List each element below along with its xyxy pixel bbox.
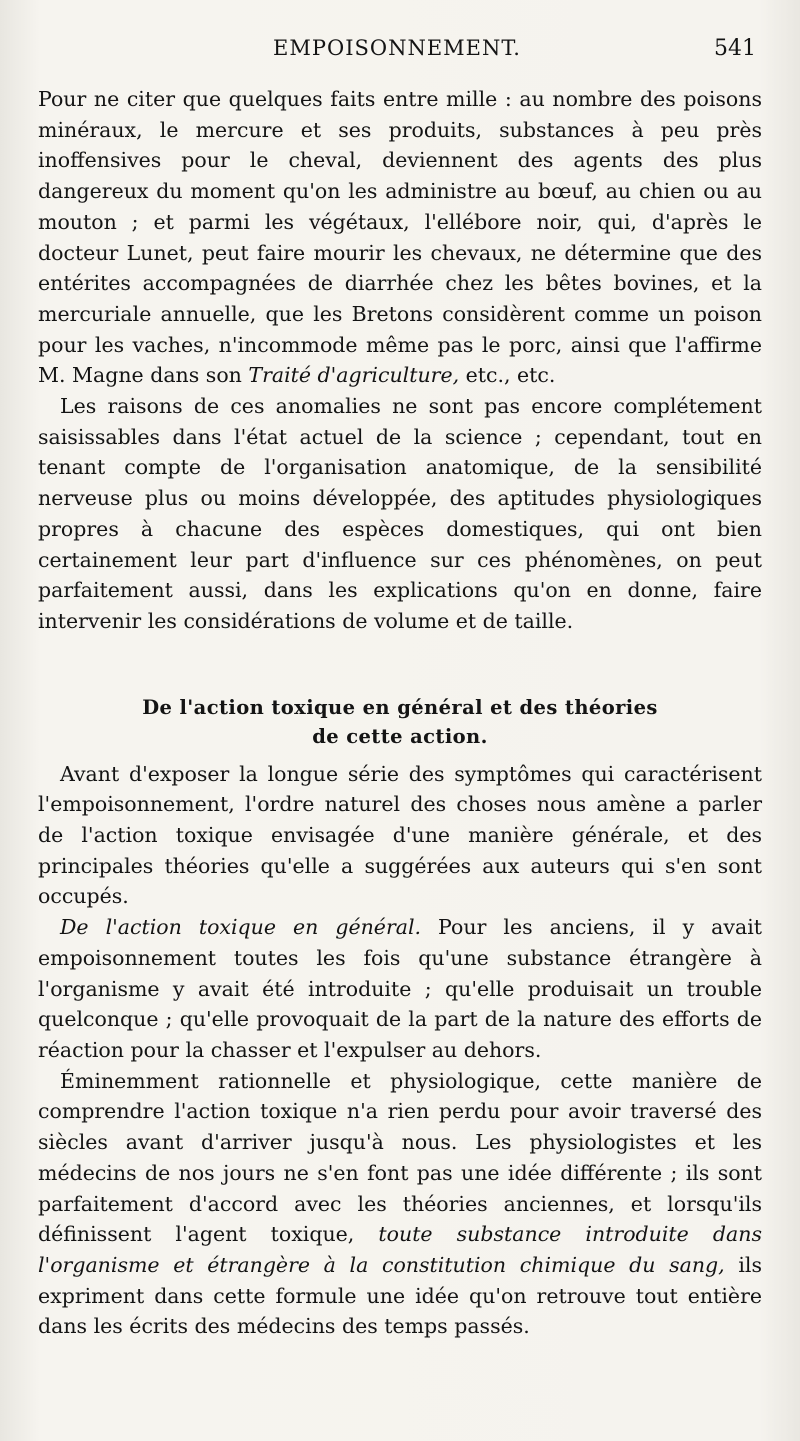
section-heading: [38, 693, 762, 751]
paragraph-1-tail: etc., etc.: [459, 363, 556, 388]
page-body: [38, 84, 762, 1342]
paragraph-5-text: Éminemment rationnelle et physiologique, cette manière de comprendre l'action toxique n'a rien perdu pour avoir traversé des siècles avant d'arriver jusqu'à nous. Les physiologistes et les médecins de nos jours ne s'en font pas une idée différente ; ils sont parfaitement d'accord avec les théories anciennes, et lorsqu'ils définissent l'agent toxique,: [38, 1068, 762, 1247]
paragraph-5: [38, 1066, 762, 1342]
paragraph-5-tail: ils expriment dans cette formule une idée qu'on retrouve tout entière dans les écrits des médecins des temps passés.: [38, 1252, 762, 1339]
paragraph-1-italic: Traité d'agriculture,: [248, 363, 460, 388]
paragraph-4-italic: De l'action toxique en général.: [60, 915, 422, 940]
running-head: EMPOISONNEMENT.: [273, 36, 521, 60]
paragraph-4: [38, 912, 762, 1066]
page-header: [38, 36, 756, 68]
paragraph-2: Les raisons de ces anomalies ne sont pas encore complétement saisissables dans l'état actuel de la science ; cependant, tout en tenant compte de l'organisation anatomique, de la sensibilité nerveuse plus ou moins développée, des aptitudes physiologiques propres à chacune des espèces domestiques, qui ont bien certainement leur part d'influence sur ces phénomènes, on peut parfaitement aussi, dans les explications qu'on en donne, faire intervenir les considérations de volume et de taille.: [38, 394, 762, 633]
paragraph-3: Avant d'exposer la longue série des symptômes qui caractérisent l'empoisonnement, l'ordre naturel des choses nous amène a parler de l'action toxique envisagée d'une manière générale, et des principales théories qu'elle a suggérées aux auteurs qui s'en sont occupés.: [38, 761, 762, 909]
paragraph-4-text: Pour les anciens, il y avait empoisonnement toutes les fois qu'une substance étrangère à l'organisme y avait été introduite ; qu'elle produisait un trouble quelconque ; qu'elle provoquait de la part de la nature des efforts de réaction pour la chasser et l'expulser au dehors.: [38, 915, 762, 1062]
paragraph-5-italic: toute substance introduite dans l'organisme et étrangère à la constitution chimique du sang,: [38, 1222, 762, 1277]
paragraph-1-text: Pour ne citer que quelques faits entre mille : au nombre des poisons minéraux, le mercure et ses produits, substances à peu près inoffensives pour le cheval, deviennent des agents des plus dangereux du moment qu'on les administre au bœuf, au chien ou au mouton ; et parmi les végétaux, l'ellébore noir, qui, d'après le docteur Lunet, peut faire mourir les chevaux, ne détermine que des entérites accompagnées de diarrhée chez les bêtes bovines, et la mercuriale annuelle, que les Bretons considèrent comme un poison pour les vaches, n'incommode même pas le porc, ainsi que l'affirme M. Magne dans son: [38, 87, 762, 388]
paragraph-1: [38, 84, 762, 391]
section-heading-line-1: De l'action toxique en général et des théories: [142, 695, 658, 719]
page-number: 541: [714, 36, 756, 61]
section-heading-line-2: de cette action.: [312, 724, 488, 748]
